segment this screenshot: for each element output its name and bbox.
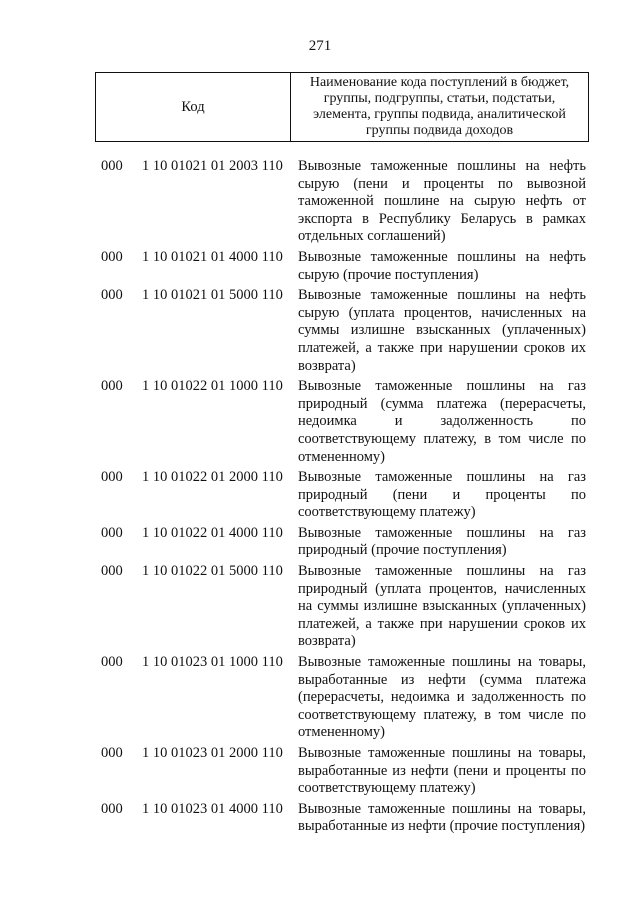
description-line: сырую (уплата процентов, начисленных на [298,304,586,321]
description-line: платежей, а также при нарушении сроков их [298,615,586,632]
table-header [95,72,589,142]
description-line: Вывозные таможенные пошлины на товары, [298,745,586,761]
table-row [0,745,640,798]
description-line: природный (пени и проценты по [298,486,586,503]
row-description [298,563,586,651]
description-line: соответствующему платежу, в том числе по [298,706,586,723]
row-budget-code: 1 10 01021 01 4000 110 [142,248,283,265]
description-line: Вывозные таможенные пошлины на нефть [298,158,586,174]
table-body [0,158,640,839]
description-line: Вывозные таможенные пошлины на нефть [298,287,586,304]
row-admin-code: 000 [101,248,123,265]
row-description [298,525,586,560]
row-admin-code: 000 [101,469,123,486]
row-budget-code: 1 10 01022 01 4000 110 [142,524,283,541]
row-description [298,469,586,522]
table-row [0,158,640,246]
row-description [298,654,586,742]
table-row [0,801,640,836]
description-line: (перерасчеты, недоимка и задолженность по [298,689,586,706]
description-line: природный (прочие поступления) [298,542,507,559]
row-budget-code: 1 10 01022 01 1000 110 [142,378,283,395]
description-line: суммы излишне взысканных (уплаченных) [298,322,586,339]
description-line: на суммы излишне взысканных (уплаченных) [298,598,586,615]
description-line: таможенной пошлине на сырую нефть от [298,193,586,210]
description-line: сырую (прочие поступления) [298,266,479,283]
description-line: Вывозные таможенные пошлины на газ [298,524,586,541]
table-row [0,525,640,560]
description-line: соответствующему платежу) [298,780,476,797]
table-row [0,287,640,375]
table-row [0,378,640,466]
row-admin-code: 000 [101,287,123,304]
row-budget-code: 1 10 01023 01 2000 110 [142,745,283,761]
description-line: Вывозные таможенные пошлины на газ [298,378,586,395]
row-admin-code: 000 [101,563,123,580]
description-line: сырую (пени и проценты по вывозной [298,175,586,192]
description-line: выработанные из нефти (пени и проценты по [298,762,586,779]
description-line: природный (уплата процентов, начисленных [298,580,586,597]
description-line: соответствующему платежу, в том числе по [298,430,586,447]
row-budget-code: 1 10 01021 01 5000 110 [142,287,283,304]
description-line: возврата) [298,633,356,650]
description-line: Вывозные таможенные пошлины на товары, [298,800,586,817]
row-description [298,801,586,836]
table-row [0,563,640,651]
description-line: возврата) [298,357,356,374]
row-admin-code: 000 [101,800,123,817]
description-line: природный (сумма платежа (перерасчеты, [298,395,586,412]
row-admin-code: 000 [101,524,123,541]
description-line: выработанные из нефти (прочие поступления) [298,818,586,835]
row-budget-code: 1 10 01021 01 2003 110 [142,158,283,174]
header-name-label: Наименование кода поступлений в бюджет, группы, подгруппы, статьи, подстатьи, элемента, группы подвида, аналитической группы подвида доходов [309,75,570,138]
row-description [298,158,586,246]
row-budget-code: 1 10 01023 01 1000 110 [142,654,283,671]
table-row [0,469,640,522]
table-row [0,249,640,284]
row-admin-code: 000 [101,654,123,671]
description-line: Вывозные таможенные пошлины на газ [298,469,586,486]
row-description [298,249,586,284]
description-line: соответствующему платежу) [298,504,476,521]
row-budget-code: 1 10 01022 01 5000 110 [142,563,283,580]
description-line: экспорта в Республику Беларусь в рамках [298,210,586,227]
description-line: Вывозные таможенные пошлины на товары, [298,654,586,671]
row-description [298,287,586,375]
row-budget-code: 1 10 01023 01 4000 110 [142,800,283,817]
description-line: отмененному) [298,724,385,741]
row-admin-code: 000 [101,745,123,761]
table-row [0,654,640,742]
row-description [298,378,586,466]
row-budget-code: 1 10 01022 01 2000 110 [142,469,283,486]
header-code-label: Код [96,73,291,141]
row-description [298,745,586,798]
description-line: Вывозные таможенные пошлины на газ [298,563,586,580]
page-number: 271 [308,38,332,54]
description-line: выработанные из нефти (сумма платежа [298,671,586,688]
description-line: отмененному) [298,448,385,465]
description-line: платежей, а также при нарушении сроков их [298,339,586,356]
description-line: недоимка и задолженность по [298,413,586,430]
row-admin-code: 000 [101,378,123,395]
description-line: Вывозные таможенные пошлины на нефть [298,248,586,265]
row-admin-code: 000 [101,158,123,174]
description-line: отдельных соглашений) [298,228,446,245]
